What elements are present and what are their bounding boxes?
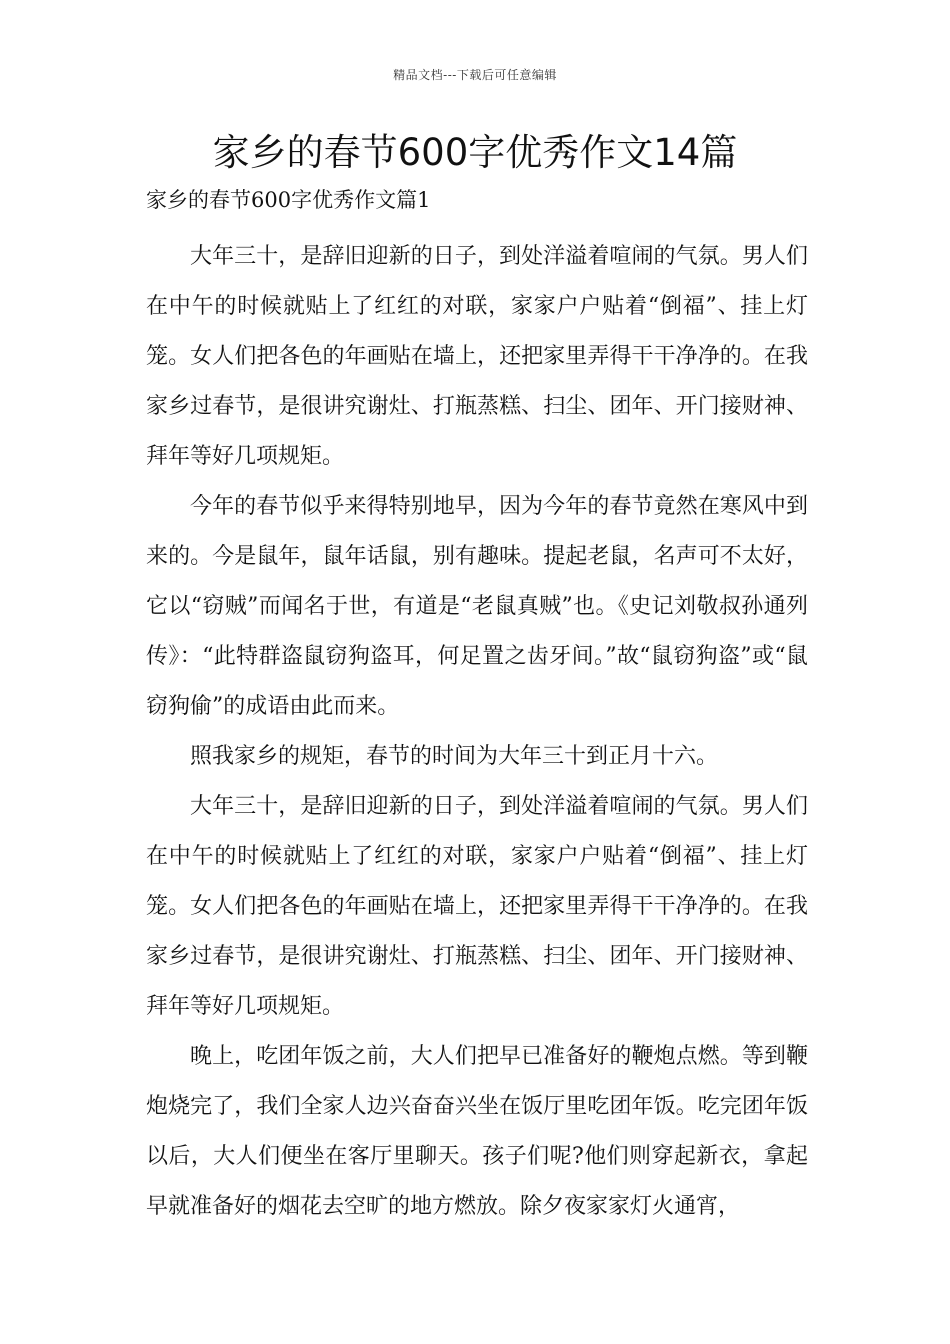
paragraph-3: 照我家乡的规矩，春节的时间为大年三十到正月十六。 [190,744,719,769]
paragraph-4: 大年三十，是辞旧迎新的日子，到处洋溢着喧闹的气氛。男人们在中午的时候就贴上了红红的对联，家家户户贴着“倒福”、挂上灯笼。女人们把各色的年画贴在墙上，还把家里弄得干干净净的。在我家乡过春节，是很讲究谢灶、打瓶蒸糕、扫尘、团年、开门接财神、拜年等好几项规矩。 [146,794,808,1019]
paragraph-5: 晚上，吃团年饭之前，大人们把早已准备好的鞭炮点燃。等到鞭炮烧完了，我们全家人边兴奋奋兴坐在饭厅里吃团年饭。吃完团年饭以后，大人们便坐在客厅里聊天。孩子们呢?他们则穿起新衣，拿起早就准备好的烟花去空旷的地方燃放。除夕夜家家灯火通宵， [146,1044,808,1219]
document-title: 家乡的春节600字优秀作文14篇 [212,131,738,174]
section-heading: 家乡的春节600字优秀作文篇1 [146,188,431,212]
paragraph-1: 大年三十，是辞旧迎新的日子，到处洋溢着喧闹的气氛。男人们在中午的时候就贴上了红红的对联，家家户户贴着“倒福”、挂上灯笼。女人们把各色的年画贴在墙上，还把家里弄得干干净净的。在我家乡过春节，是很讲究谢灶、打瓶蒸糕、扫尘、团年、开门接财神、拜年等好几项规矩。 [146,244,808,469]
header-note: 精品文档---下载后可任意编辑 [393,68,557,82]
body-text [146,232,808,1232]
paragraph-2: 今年的春节似乎来得特别地早，因为今年的春节竟然在寒风中到来的。今是鼠年，鼠年话鼠，别有趣味。提起老鼠，名声可不太好，它以“窃贼”而闻名于世，有道是“老鼠真贼”也。《史记刘敬叔孙通列传》：“此特群盗鼠窃狗盗耳，何足置之齿牙间。”故“鼠窃狗盗”或“鼠窃狗偷”的成语由此而来。 [146,494,808,719]
